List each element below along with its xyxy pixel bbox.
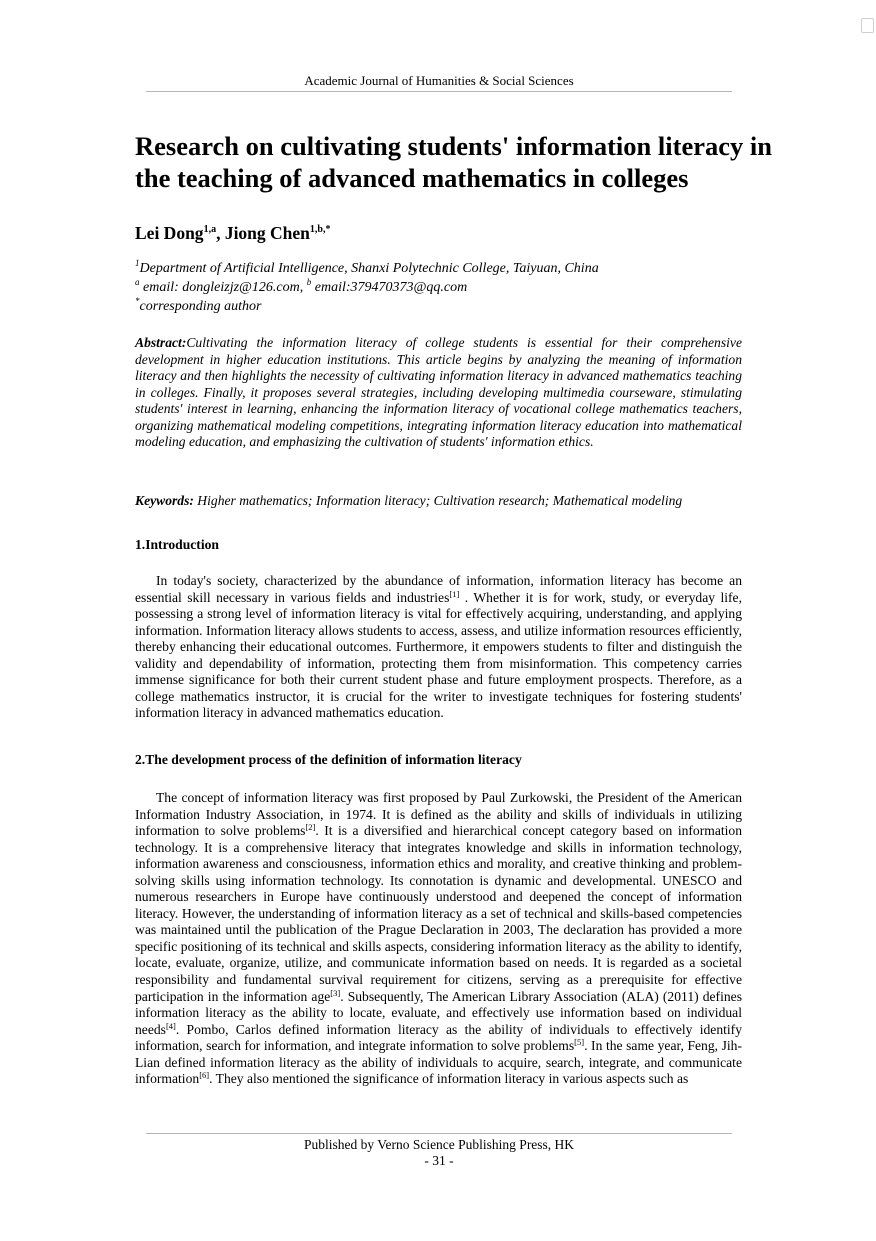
paragraph-text: In today's society, characterized by the abundance of information, information literacy has become an essential skill necessary in various fields and industries (135, 573, 742, 605)
author-name: Jiong Chen (224, 223, 310, 243)
citation-ref: [1] (449, 588, 460, 599)
citation-ref: [5] (574, 1037, 585, 1048)
affiliation (135, 259, 735, 278)
section-paragraph (135, 790, 742, 1088)
corresponding-superscript: * (135, 296, 140, 306)
paragraph-text: The concept of information literacy was first proposed by Paul Zurkowski, the President of the American Information Industry Association, in 1974. It is defined as the ability and skills of individuals in utilizing information to solve problems (135, 790, 742, 839)
author-separator: , (216, 223, 225, 243)
page-number: - 31 - (424, 1153, 454, 1168)
abstract-text: Cultivating the information literacy of college students is essential for their comprehensive development in higher education institutions. This article begins by analyzing the meaning of information literacy and then highlights the necessity of cultivating information literacy in advanced mathematics teaching in colleges. Finally, it proposes several strategies, including developing multimedia courseware, stimulating students' interest in learning, enhancing the information literacy of vocational college mathematics teachers, organizing mathematical modeling competitions, integrating information literacy education into mathematical modeling education, and emphasizing the cultivation of students' information ethics. (135, 335, 742, 450)
keywords-text: Higher mathematics; Information literacy; Cultivation research; Mathematical modeling (193, 493, 683, 508)
author-name: Lei Dong (135, 223, 204, 243)
email-line (135, 278, 735, 297)
paragraph-text: . Whether it is for work, study, or everyday life, possessing a strong level of information literacy is vital for effectively acquiring, understanding, and applying information. Information literacy allows students to access, assess, and utilize information resources efficiently, thereby enhancing their educational outcomes. Furthermore, it empowers students to filter and distinguish the validity and dependability of information, protecting them from misinformation. This competency carries immense significance for both their current student phase and future employment prospects. Therefore, as a college mathematics instructor, it is crucial for the writer to investigate techniques for fostering students' information literacy in advanced mathematics education. (135, 589, 742, 721)
affiliation-superscript: 1 (135, 258, 140, 268)
author-line (135, 222, 330, 244)
paragraph-text: . Pombo, Carlos defined information literacy as the ability of individuals to effectively identify information, search for information, and integrate information to solve problems (135, 1021, 742, 1054)
corresponding-author (135, 297, 735, 316)
citation-ref: [6] (199, 1070, 210, 1081)
email-a: email: dongleizjz@126.com, (139, 280, 307, 295)
paper-title: Research on cultivating students' information literacy in the teaching of advanced mathematics in colleges (135, 131, 772, 193)
paragraph-text: . They also mentioned the significance of information literacy in various aspects such as (209, 1071, 689, 1087)
paragraph-text: . It is a diversified and hierarchical concept category based on information technology. It is a comprehensive literacy that integrates knowledge and skills in information technology, information awareness and consciousness, information ethics and morality, and creative thinking and problem-solving skills using information technology. Its connotation is dynamic and developmental. UNESCO and numerous researchers in Europe have continuously understood and deepened the concept of information literacy. However, the understanding of information literacy as a set of technical and skills-based competencies was maintained until the publication of the Prague Declaration in 2003, The declaration has provided a more specific positioning of its technical and skills aspects, considering information literacy as the ability to identify, locate, evaluate, organize, utilize, and communicate information based on needs. It is regarded as a societal responsibility and fundamental survival requirement for citizens, serving as a prerequisite for effective participation in the information age (135, 823, 743, 1004)
paragraph-text: . Subsequently, The American Library Association (ALA) (2011) defines information literacy as the ability to locate, evaluate, and effectively use information based on individual needs (135, 988, 742, 1037)
email-superscript-b: b (306, 277, 312, 287)
citation-ref: [4] (165, 1020, 176, 1031)
keywords (135, 493, 742, 510)
citation-ref: [2] (305, 822, 316, 833)
affiliation-text: Department of Artificial Intelligence, Shanxi Polytechnic College, Taiyuan, China (139, 261, 599, 276)
header-divider (146, 91, 732, 92)
footer-divider (146, 1133, 732, 1134)
citation-ref: [3] (330, 987, 341, 998)
section-heading: 2.The development process of the definition of information literacy (135, 752, 522, 767)
corresponding-text: corresponding author (139, 299, 262, 314)
keywords-label: Keywords: (135, 493, 194, 508)
section-paragraph (135, 573, 742, 722)
abstract-label: Abstract: (135, 335, 187, 350)
footer-publisher: Published by Verno Science Publishing Press, HK (303, 1137, 575, 1152)
journal-header: Academic Journal of Humanities & Social Sciences (304, 73, 574, 88)
abstract (135, 335, 742, 451)
section-heading: 1.Introduction (135, 537, 219, 552)
author-superscript: 1,a (203, 224, 217, 235)
email-superscript-a: a (135, 277, 140, 287)
email-b: email:379470373@qq.com (311, 280, 468, 295)
author-superscript: 1,b,* (309, 224, 331, 235)
paragraph-text: . In the same year, Feng, Jih-Lian defined information literacy as the ability of individuals to acquire, search, integrate, and communicate information (135, 1038, 743, 1087)
page-corner-icon (861, 18, 874, 33)
